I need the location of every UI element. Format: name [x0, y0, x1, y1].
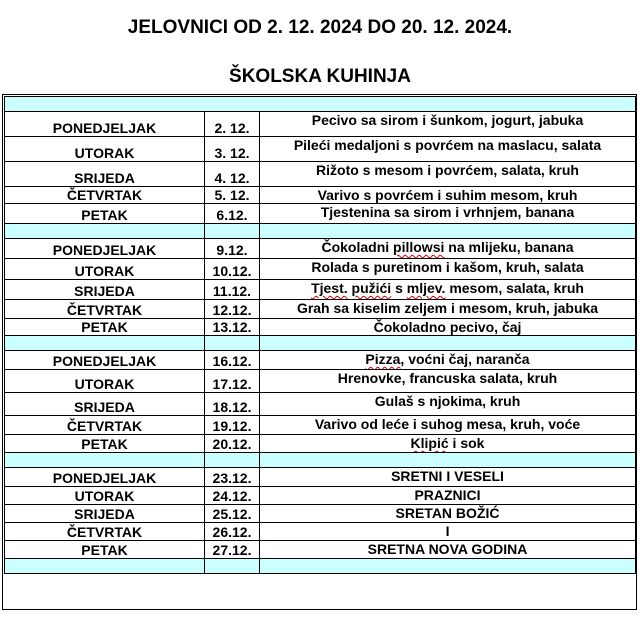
date-cell: 2. 12.: [205, 112, 260, 137]
menu-table-body: [5, 97, 636, 574]
date-cell: 23.12.: [205, 468, 260, 487]
day-cell: PONEDJELJAK: [5, 112, 205, 137]
meal-text-part: mesom, salata, kruh: [445, 280, 584, 296]
meal-cell: I: [260, 523, 636, 541]
date-cell: 11.12.: [205, 280, 260, 300]
table-row: [5, 239, 636, 259]
meal-cell: Grah sa kiselim zeljem i mesom, kruh, jabuka: [260, 300, 636, 319]
meal-text-part: , voćni čaj, naranča: [400, 351, 530, 367]
date-cell: 27.12.: [205, 541, 260, 559]
table-row: [5, 319, 636, 336]
separator-cell: [5, 97, 636, 112]
date-cell: 4. 12.: [205, 162, 260, 187]
date-cell: 18.12.: [205, 393, 260, 416]
separator-cell: [260, 336, 636, 351]
day-cell: ČETVRTAK: [5, 416, 205, 435]
meal-text-part: pužići: [351, 280, 392, 296]
date-cell: 10.12.: [205, 259, 260, 280]
day-cell: ČETVRTAK: [5, 523, 205, 541]
table-row: [5, 523, 636, 541]
meal-cell: Pecivo sa sirom i šunkom, jogurt, jabuka: [260, 112, 636, 137]
meal-text-part: Tjest.: [311, 280, 348, 296]
table-row: [5, 370, 636, 393]
page-title: JELOVNICI OD 2. 12. 2024 DO 20. 12. 2024.: [127, 17, 513, 38]
day-cell: PONEDJELJAK: [5, 351, 205, 370]
meal-text-part: na mlijeku, banana: [444, 239, 574, 255]
meal-text-part: mljev.: [406, 280, 446, 296]
separator-cell: [205, 336, 260, 351]
day-cell: UTORAK: [5, 259, 205, 280]
table-row: [5, 487, 636, 505]
day-cell: PETAK: [5, 204, 205, 224]
date-cell: 17.12.: [205, 370, 260, 393]
meal-cell: Čokoladno pecivo, čaj: [260, 319, 636, 336]
day-cell: PETAK: [5, 435, 205, 453]
date-cell: 12.12.: [205, 300, 260, 319]
day-cell: SRIJEDA: [5, 393, 205, 416]
date-cell: 16.12.: [205, 351, 260, 370]
date-cell: 20.12.: [205, 435, 260, 453]
table-row: [5, 280, 636, 300]
table-row: [5, 505, 636, 523]
table-row: [5, 351, 636, 370]
table-row: [5, 162, 636, 187]
separator-cell: [5, 224, 205, 239]
day-cell: UTORAK: [5, 370, 205, 393]
day-cell: PETAK: [5, 319, 205, 336]
meal-cell: [260, 351, 636, 370]
meal-cell: Hrenovke, francuska salata, kruh: [260, 370, 636, 393]
meal-cell: SRETNI I VESELI: [260, 468, 636, 487]
table-row: [5, 541, 636, 559]
separator-cell: [260, 453, 636, 468]
table-row: [5, 112, 636, 137]
meal-text-part: pillowsi: [393, 239, 445, 255]
meal-cell: Varivo s povrćem i suhim mesom, kruh: [260, 187, 636, 204]
table-row: [5, 468, 636, 487]
table-row: [5, 204, 636, 224]
table-row: [5, 300, 636, 319]
separator-cell: [205, 224, 260, 239]
menu-table: [4, 96, 636, 574]
meal-cell: Rolada s puretinom i kašom, kruh, salata: [260, 259, 636, 280]
separator-cell: [205, 453, 260, 468]
date-cell: 24.12.: [205, 487, 260, 505]
day-cell: SRIJEDA: [5, 162, 205, 187]
day-cell: UTORAK: [5, 487, 205, 505]
day-cell: PETAK: [5, 541, 205, 559]
meal-cell: SRETAN BOŽIĆ: [260, 505, 636, 523]
table-row: [5, 416, 636, 435]
date-cell: 9.12.: [205, 239, 260, 259]
meal-cell: [260, 280, 636, 300]
separator-cell: [260, 224, 636, 239]
meal-cell: Gulaš s njokima, kruh: [260, 393, 636, 416]
meal-cell: [260, 239, 636, 259]
meal-text-part: i sok: [448, 435, 485, 451]
day-cell: UTORAK: [5, 137, 205, 162]
meal-cell: Varivo od leće i suhog mesa, kruh, voće: [260, 416, 636, 435]
meal-cell: Rižoto s mesom i povrćem, salata, kruh: [260, 162, 636, 187]
day-cell: SRIJEDA: [5, 505, 205, 523]
table-row: [5, 187, 636, 204]
separator-row: [5, 453, 636, 468]
date-cell: 5. 12.: [205, 187, 260, 204]
day-cell: SRIJEDA: [5, 280, 205, 300]
separator-cell: [205, 559, 260, 574]
meal-text-part: s: [391, 280, 407, 296]
day-cell: ČETVRTAK: [5, 187, 205, 204]
meal-cell: SRETNA NOVA GODINA: [260, 541, 636, 559]
table-row: [5, 259, 636, 280]
day-cell: PONEDJELJAK: [5, 239, 205, 259]
table-row: [5, 393, 636, 416]
meal-text-part: Klipić: [410, 435, 449, 451]
separator-cell: [5, 453, 205, 468]
separator-cell: [5, 559, 205, 574]
separator-row: [5, 559, 636, 574]
date-cell: 6.12.: [205, 204, 260, 224]
table-row: [5, 137, 636, 162]
date-cell: 19.12.: [205, 416, 260, 435]
separator-cell: [5, 336, 205, 351]
meal-text-part: Pizza: [365, 351, 401, 367]
page-subtitle: ŠKOLSKA KUHINJA: [229, 66, 411, 87]
date-cell: 13.12.: [205, 319, 260, 336]
date-cell: 26.12.: [205, 523, 260, 541]
separator-row: [5, 224, 636, 239]
separator-cell: [260, 559, 636, 574]
meal-cell: PRAZNICI: [260, 487, 636, 505]
meal-text-part: Čokoladni: [321, 239, 394, 255]
separator-row: [5, 97, 636, 112]
separator-row: [5, 336, 636, 351]
day-cell: ČETVRTAK: [5, 300, 205, 319]
meal-cell: Tjestenina sa sirom i vrhnjem, banana: [260, 204, 636, 224]
meal-cell: Pileći medaljoni s povrćem na maslacu, salata: [260, 137, 636, 162]
date-cell: 25.12.: [205, 505, 260, 523]
day-cell: PONEDJELJAK: [5, 468, 205, 487]
meal-cell: [260, 435, 636, 453]
date-cell: 3. 12.: [205, 137, 260, 162]
table-row: [5, 435, 636, 453]
